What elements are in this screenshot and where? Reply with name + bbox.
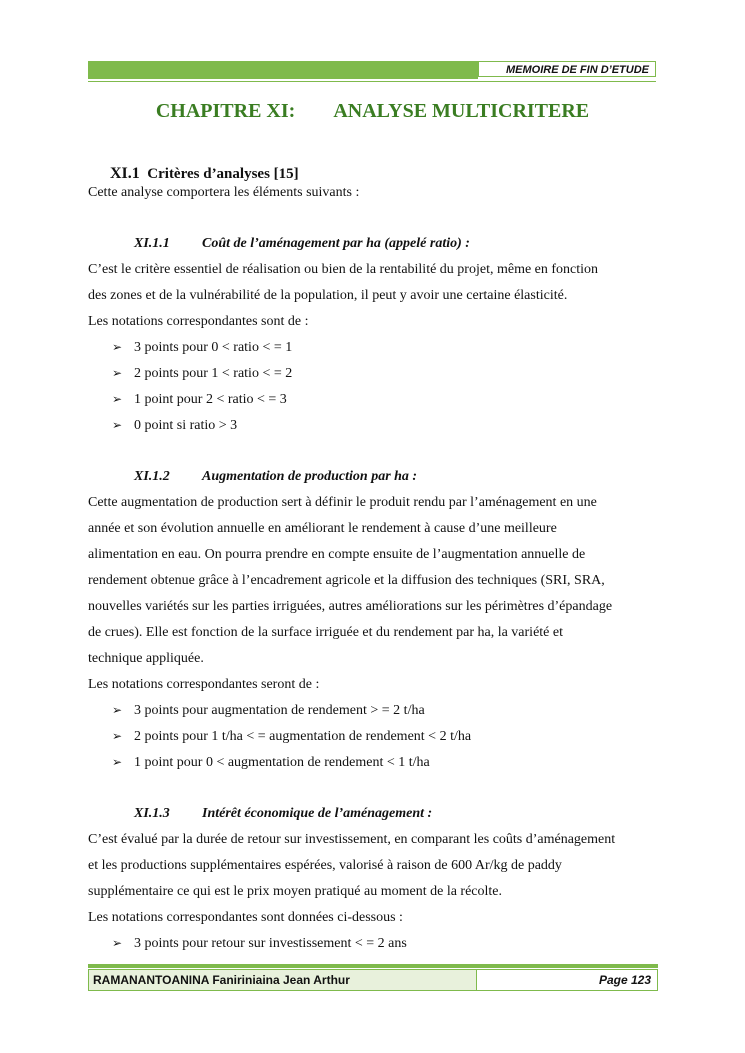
list-item-text: 2 points pour 1 < ratio < = 2 bbox=[134, 366, 293, 381]
section-heading bbox=[110, 165, 299, 183]
list-item bbox=[112, 340, 292, 356]
arrow-bullet-icon: ➢ bbox=[112, 936, 123, 950]
subsection-title: Augmentation de production par ha : bbox=[202, 469, 418, 484]
subsection-heading bbox=[134, 806, 432, 822]
list-item bbox=[112, 366, 292, 382]
list-item-text: 1 point pour 0 < augmentation de rendement < 1 t/ha bbox=[134, 755, 430, 770]
list-item bbox=[112, 418, 237, 434]
paragraph-line: année et son évolution annuelle en améliorant le rendement à cause d’une meilleure bbox=[88, 521, 557, 536]
subsection-number: XI.1.3 bbox=[134, 806, 170, 821]
list-item bbox=[112, 729, 471, 745]
paragraph-line: supplémentaire ce qui est le prix moyen pratiqué au moment de la récolte. bbox=[88, 884, 503, 899]
list-item-text: 3 points pour augmentation de rendement > = 2 t/ha bbox=[134, 703, 425, 718]
paragraph-line: de crues). Elle est fonction de la surface irriguée et du rendement par ha, la variété et bbox=[88, 625, 563, 640]
subsection-number: XI.1.2 bbox=[134, 469, 170, 484]
header-title: MEMOIRE DE FIN D’ETUDE bbox=[478, 61, 656, 77]
paragraph-line: nouvelles variétés sur les parties irriguées, autres améliorations sur les périmètres d’épandage bbox=[88, 599, 613, 614]
arrow-bullet-icon: ➢ bbox=[112, 366, 123, 380]
list-item-text: 3 points pour retour sur investissement < = 2 ans bbox=[134, 936, 407, 951]
list-item-text: 3 points pour 0 < ratio < = 1 bbox=[134, 340, 293, 355]
list-item-text: 0 point si ratio > 3 bbox=[134, 418, 238, 433]
paragraph-line: alimentation en eau. On pourra prendre en compte ensuite de l’augmentation annuelle de bbox=[88, 547, 586, 562]
paragraph-line: Les notations correspondantes seront de : bbox=[88, 677, 320, 692]
list-item bbox=[112, 755, 430, 771]
arrow-bullet-icon: ➢ bbox=[112, 418, 123, 432]
section-number: XI.1 bbox=[110, 165, 140, 182]
section-title: Critères d’analyses [15] bbox=[147, 166, 299, 182]
footer-author: RAMANANTOANINA Faniriniaina Jean Arthur bbox=[89, 970, 477, 990]
arrow-bullet-icon: ➢ bbox=[112, 729, 123, 743]
footer-accent-bar bbox=[88, 964, 658, 968]
list-item-text: 1 point pour 2 < ratio < = 3 bbox=[134, 392, 287, 407]
arrow-bullet-icon: ➢ bbox=[112, 703, 123, 717]
list-item bbox=[112, 392, 287, 408]
header-accent-bar bbox=[88, 61, 478, 79]
chapter-heading bbox=[0, 100, 745, 123]
paragraph-line: Les notations correspondantes sont de : bbox=[88, 314, 309, 329]
page-footer bbox=[88, 964, 658, 994]
header-rule bbox=[88, 81, 656, 82]
paragraph-line: rendement obtenue grâce à l’encadrement agricole et la diffusion des techniques (SRI, SRA, bbox=[88, 573, 605, 588]
arrow-bullet-icon: ➢ bbox=[112, 392, 123, 406]
footer-box bbox=[88, 969, 658, 991]
subsection-title: Coût de l’aménagement par ha (appelé ratio) : bbox=[202, 236, 470, 251]
arrow-bullet-icon: ➢ bbox=[112, 340, 123, 354]
paragraph-line: C’est le critère essentiel de réalisation ou bien de la rentabilité du projet, même en fonction bbox=[88, 262, 599, 277]
subsection-number: XI.1.1 bbox=[134, 236, 170, 251]
paragraph-line: technique appliquée. bbox=[88, 651, 204, 666]
page-header bbox=[88, 61, 656, 83]
chapter-title: ANALYSE MULTICRITERE bbox=[333, 100, 590, 122]
paragraph-line: Cette augmentation de production sert à définir le produit rendu par l’aménagement en une bbox=[88, 495, 597, 510]
paragraph-line: Les notations correspondantes sont données ci-dessous : bbox=[88, 910, 403, 925]
page-number: Page 123 bbox=[598, 973, 651, 987]
subsection-title: Intérêt économique de l’aménagement : bbox=[202, 806, 433, 821]
subsection-heading bbox=[134, 469, 417, 485]
chapter-number: CHAPITRE XI: bbox=[155, 100, 296, 122]
arrow-bullet-icon: ➢ bbox=[112, 755, 123, 769]
paragraph-line: et les productions supplémentaires espérées, valorisé à raison de 600 Ar/kg de paddy bbox=[88, 858, 562, 873]
list-item bbox=[112, 703, 425, 719]
paragraph-line: des zones et de la vulnérabilité de la population, il peut y avoir une certaine élasticité. bbox=[88, 288, 568, 303]
paragraph-line: C’est évalué par la durée de retour sur investissement, en comparant les coûts d’aménagement bbox=[88, 832, 616, 847]
section-intro: Cette analyse comportera les éléments suivants : bbox=[88, 185, 360, 200]
list-item-text: 2 points pour 1 t/ha < = augmentation de rendement < 2 t/ha bbox=[134, 729, 472, 744]
list-item bbox=[112, 936, 407, 952]
subsection-heading bbox=[134, 236, 470, 252]
